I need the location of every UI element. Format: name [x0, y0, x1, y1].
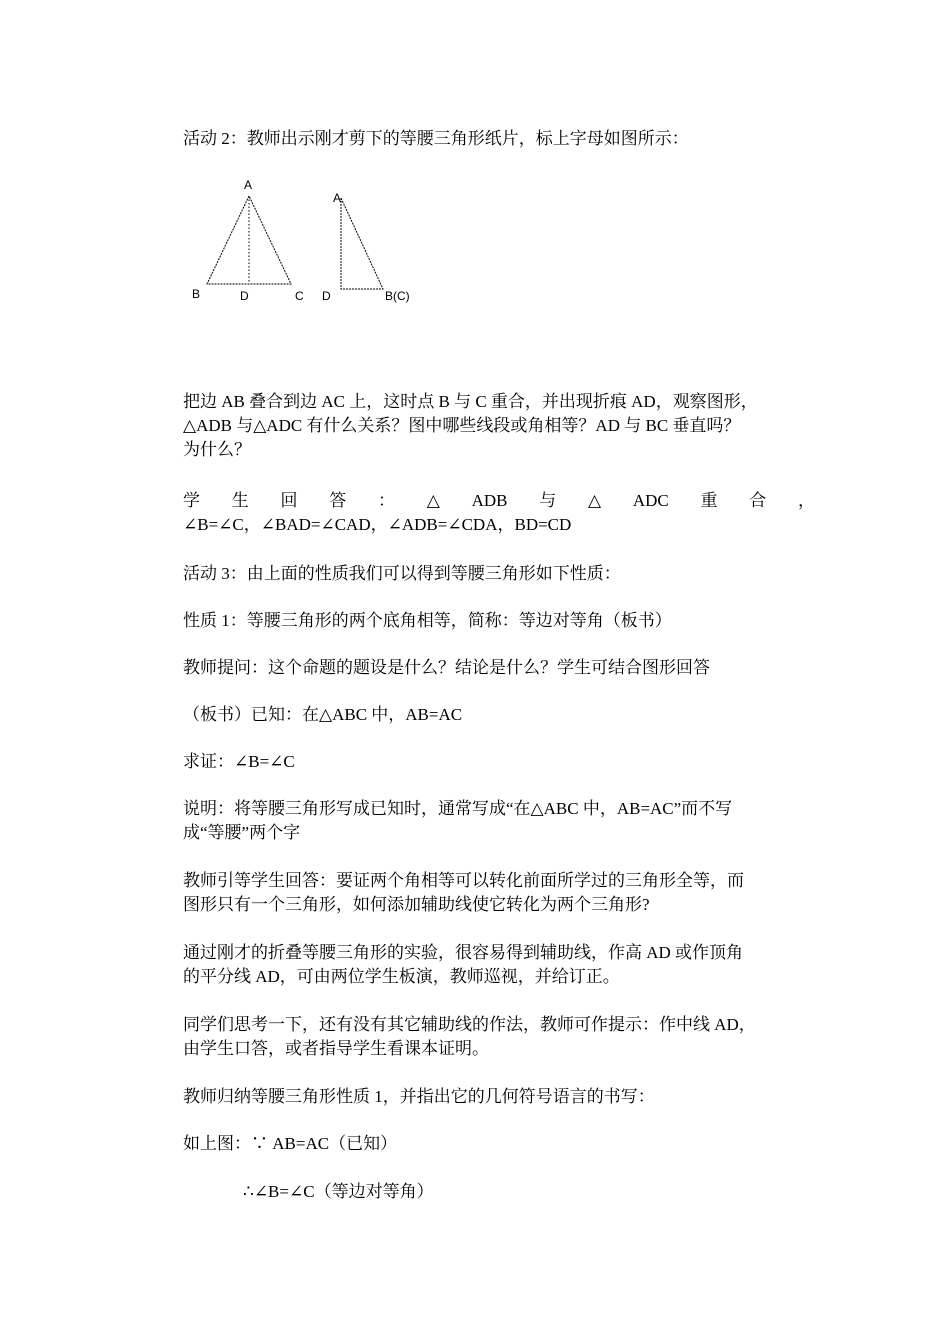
right-triangle-outline — [341, 198, 383, 289]
think-line-1: 同学们思考一下，还有没有其它辅助线的作法，教师可作提示：作中线 AD， — [183, 1015, 756, 1034]
note-line-2: 成“等腰”两个字 — [183, 823, 301, 842]
answer-word: △ — [426, 491, 440, 510]
prove-statement: 求证：∠B=∠C — [183, 752, 295, 771]
think-paragraph — [183, 1013, 815, 1061]
fold-exp-line-2: 的平分线 AD，可由两位学生板演，教师巡视，并给订正。 — [183, 967, 620, 986]
guide-line-1: 教师引等学生回答：要证两个角相等可以转化前面所学过的三角形全等，而 — [183, 871, 744, 890]
answer-word: ， — [797, 491, 815, 510]
teacher-question: 教师提问：这个命题的题设是什么？结论是什么？学生可结合图形回答 — [183, 658, 710, 677]
label-right-d: D — [322, 289, 331, 303]
fold-line-2: △ADB 与△ADC 有什么关系？图中哪些线段或角相等？AD 与 BC 垂直吗？ — [183, 416, 741, 435]
answer-word: 回 — [280, 491, 298, 510]
label-left-a: A — [244, 178, 253, 192]
answer-word: △ — [587, 491, 602, 510]
fold-line-3: 为什么？ — [183, 440, 251, 459]
property-1: 性质 1：等腰三角形的两个底角相等，简称：等边对等角（板书） — [183, 611, 672, 630]
note-line-1: 说明：将等腰三角形写成已知时，通常写成“在△ABC 中，AB=AC”而不写 — [183, 799, 733, 818]
fold-line-1: 把边 AB 叠合到边 AC 上，这时点 B 与 C 重合，并出现折痕 AD，观察图形， — [183, 392, 758, 411]
student-answer — [183, 489, 815, 537]
summary-paragraph: 教师归纳等腰三角形性质 1，并指出它的几何符号语言的书写： — [183, 1087, 655, 1106]
triangle-diagram — [180, 170, 440, 320]
answer-word: ： — [378, 491, 395, 510]
answer-word: 答 — [329, 491, 347, 510]
student-answer-line-2: ∠B=∠C，∠BAD=∠CAD，∠ADB=∠CDA，BD=CD — [183, 515, 572, 534]
therefore-statement: ∴∠B=∠C（等边对等角） — [243, 1182, 434, 1201]
label-right-bc: B(C) — [385, 289, 410, 303]
note-paragraph — [183, 797, 815, 845]
label-right-a: A — [333, 191, 342, 205]
think-line-2: 由学生口答，或者指导学生看课本证明。 — [183, 1039, 489, 1058]
answer-word: 与 — [539, 491, 557, 510]
given-statement: （板书）已知：在△ABC 中，AB=AC — [183, 705, 463, 724]
activity-2-heading: 活动 2：教师出示刚才剪下的等腰三角形纸片，标上字母如图所示： — [183, 129, 689, 148]
activity-3-heading: 活动 3：由上面的性质我们可以得到等腰三角形如下性质： — [183, 564, 621, 583]
fold-explanation — [183, 941, 815, 989]
guide-paragraph — [183, 869, 815, 917]
label-left-d: D — [240, 289, 249, 303]
answer-word: 学 — [183, 491, 200, 510]
label-left-c: C — [295, 289, 304, 303]
because-statement: 如上图：∵ AB=AC（已知） — [183, 1134, 398, 1153]
answer-word: 重 — [700, 491, 718, 510]
answer-word: 合 — [749, 491, 767, 510]
guide-line-2: 图形只有一个三角形，如何添加辅助线使它转化为两个三角形? — [183, 895, 650, 914]
answer-word: ADB — [471, 491, 508, 510]
student-answer-line-1 — [183, 489, 815, 513]
fold-exp-line-1: 通过刚才的折叠等腰三角形的实验，很容易得到辅助线，作高 AD 或作顶角 — [183, 943, 744, 962]
label-left-b: B — [192, 287, 201, 301]
fold-paragraph — [183, 390, 815, 462]
triangle-figure — [180, 170, 440, 320]
answer-word: 生 — [231, 491, 249, 510]
answer-word: ADC — [632, 491, 669, 510]
